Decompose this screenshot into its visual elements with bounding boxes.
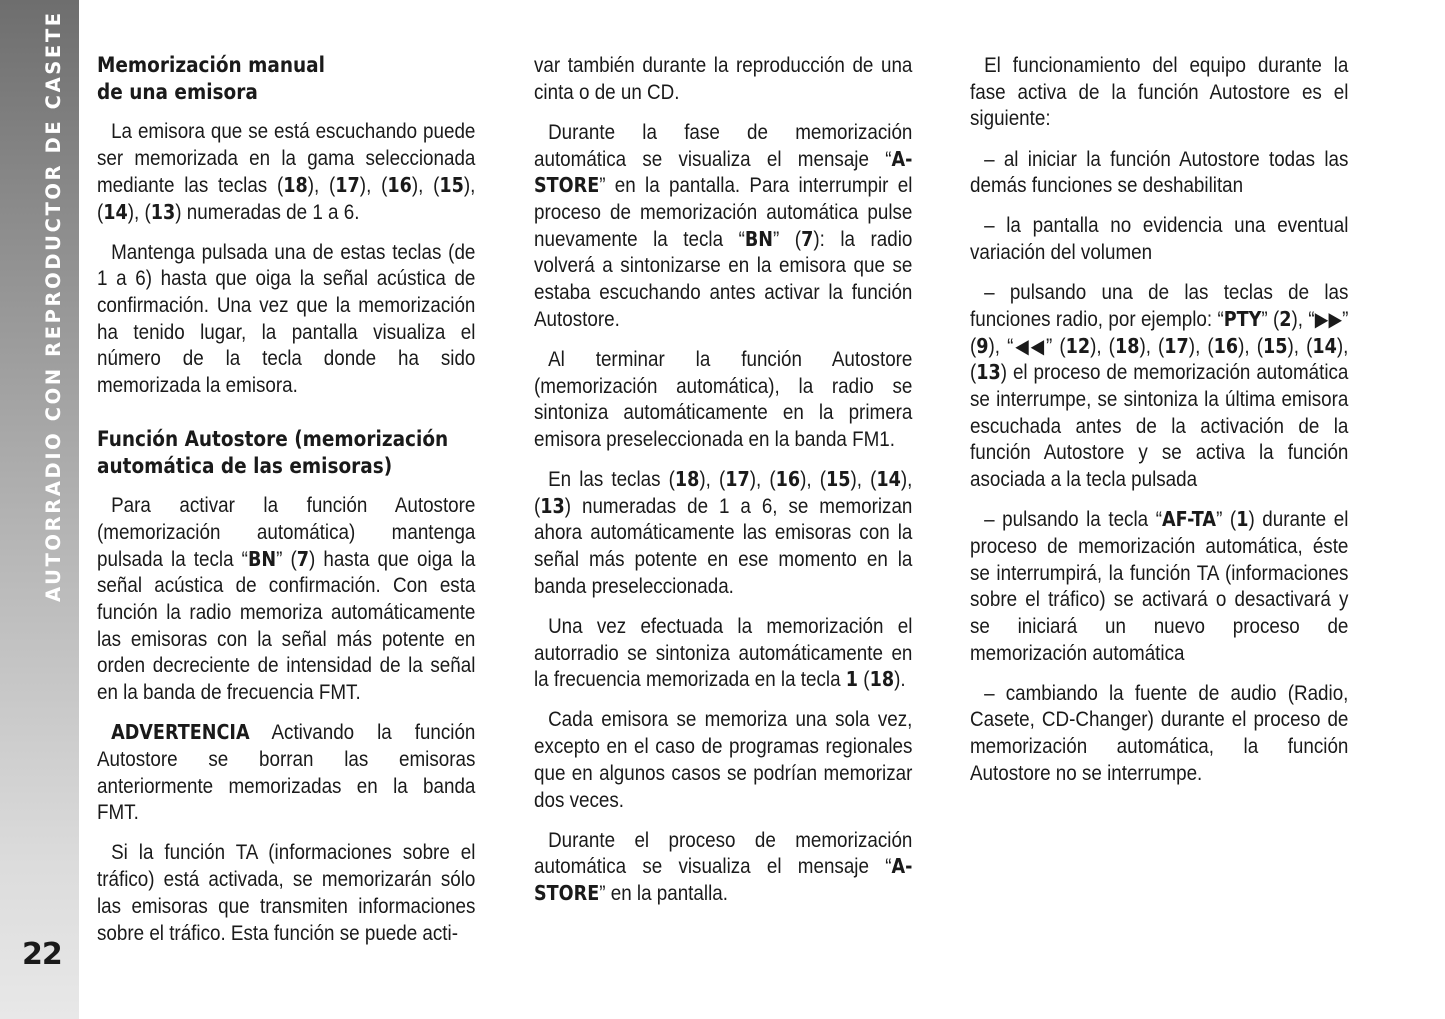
paragraph: En las teclas (18), (17), (16), (15), (14), (13) numeradas de 1 a 6, se memorizan ahora automáticamente las emisoras con la señal más potente en ese momento en la banda preseleccionada. xyxy=(534,467,913,598)
fast-forward-icon: ▶▶ xyxy=(1314,306,1343,331)
paragraph: El funcionamiento del equipo durante la fase activa de la función Autostore es el siguiente: xyxy=(970,53,1349,131)
list-item: – al iniciar la función Autostore todas las demás funciones se deshabilitan xyxy=(970,146,1349,198)
paragraph: Durante la fase de memorización automática se visualiza el mensaje “A-STORE” en la pantalla. Para interrumpir el proceso de memorización automática pulse nuevamente la tecla “BN” (7): la radio volverá a sintonizarse en la emisora que se estaba escuchando antes activar la función Autostore. xyxy=(534,119,913,331)
list-item: – cambiando la fuente de audio (Radio, Casete, CD-Changer) durante el proceso de memorización automática, la función Autostore no se interrumpe. xyxy=(970,680,1349,785)
page-number: 22 xyxy=(22,937,62,972)
list-item: – la pantalla no evidencia una eventual variación del volumen xyxy=(970,213,1349,264)
section-heading-autostore: Función Autostore (memorización automática de las emisoras) xyxy=(97,426,449,478)
warning-label: ADVERTENCIA xyxy=(111,720,250,745)
list-item: – pulsando la tecla “AF-TA” (1) durante el proceso de memorización automática, éste se interrumpirá, la función TA (informaciones sobre el tráfico) se activará o desactivará y se iniciará un nuevo proceso de memorización automática xyxy=(970,507,1349,665)
text-column-1 xyxy=(97,52,475,960)
section-heading-manual: Memorización manual de una emisora xyxy=(97,53,325,104)
paragraph: Si la función TA (informaciones sobre el tráfico) está activada, se memorizarán sólo las emisoras que transmiten informaciones sobre el tráfico. Esta función se puede acti- xyxy=(97,840,476,945)
paragraph: Una vez efectuada la memorización el autorradio se sintoniza automáticamente en la frecuencia memorizada en la tecla 1 (18). xyxy=(534,613,913,692)
rewind-icon: ◀◀ xyxy=(1013,333,1046,358)
sidebar xyxy=(0,0,79,1019)
warning-paragraph: ADVERTENCIA Activando la función Autostore se borran las emisoras anteriormente memorizadas en la banda FMT. xyxy=(97,720,476,825)
paragraph: Para activar la función Autostore (memorización automática) mantenga pulsada la tecla “BN” (7) hasta que oiga la señal acústica de confirmación. Con esta función la radio memoriza automáticamente las emisoras con la señal más potente en orden decreciente de intensidad de la señal en la banda de frecuencia FMT. xyxy=(97,493,476,705)
paragraph: Mantenga pulsada una de estas teclas (de 1 a 6) hasta que oiga la señal acústica de confirmación. Una vez que la memorización ha tenido lugar, la pantalla visualiza el número de la tecla donde ha sido memorizada la emisora. xyxy=(97,239,476,398)
text-column-2 xyxy=(534,52,912,920)
paragraph: La emisora que se está escuchando puede ser memorizada en la gama seleccionada mediante las teclas (18), (17), (16), (15), (14), (13) numeradas de 1 a 6. xyxy=(97,119,476,224)
paragraph: var también durante la reproducción de una cinta o de un CD. xyxy=(534,53,913,104)
chapter-title: AUTORRADIO CON REPRODUCTOR DE CASETE xyxy=(42,10,65,602)
paragraph: Cada emisora se memoriza una sola vez, excepto en el caso de programas regionales que en algunos casos se podrían memorizar dos veces. xyxy=(534,707,913,812)
paragraph: Al terminar la función Autostore (memorización automática), la radio se sintoniza automáticamente en la primera emisora preseleccionada en la banda FM1. xyxy=(534,346,913,451)
paragraph: Durante el proceso de memorización automática se visualiza el mensaje “A-STORE” en la pantalla. xyxy=(534,827,913,906)
list-item: – pulsando una de las teclas de las funciones radio, por ejemplo: “PTY” (2), “▶▶” (9), “◀◀” (12), (18), (17), (16), (15), (14), (13) el proceso de memorización automática se interrumpe, se sintoniza la última emisora escuchada antes de la activación de la función Autostore y se activa la función asociada a la tecla pulsada xyxy=(970,280,1349,492)
text-column-3 xyxy=(970,52,1348,800)
